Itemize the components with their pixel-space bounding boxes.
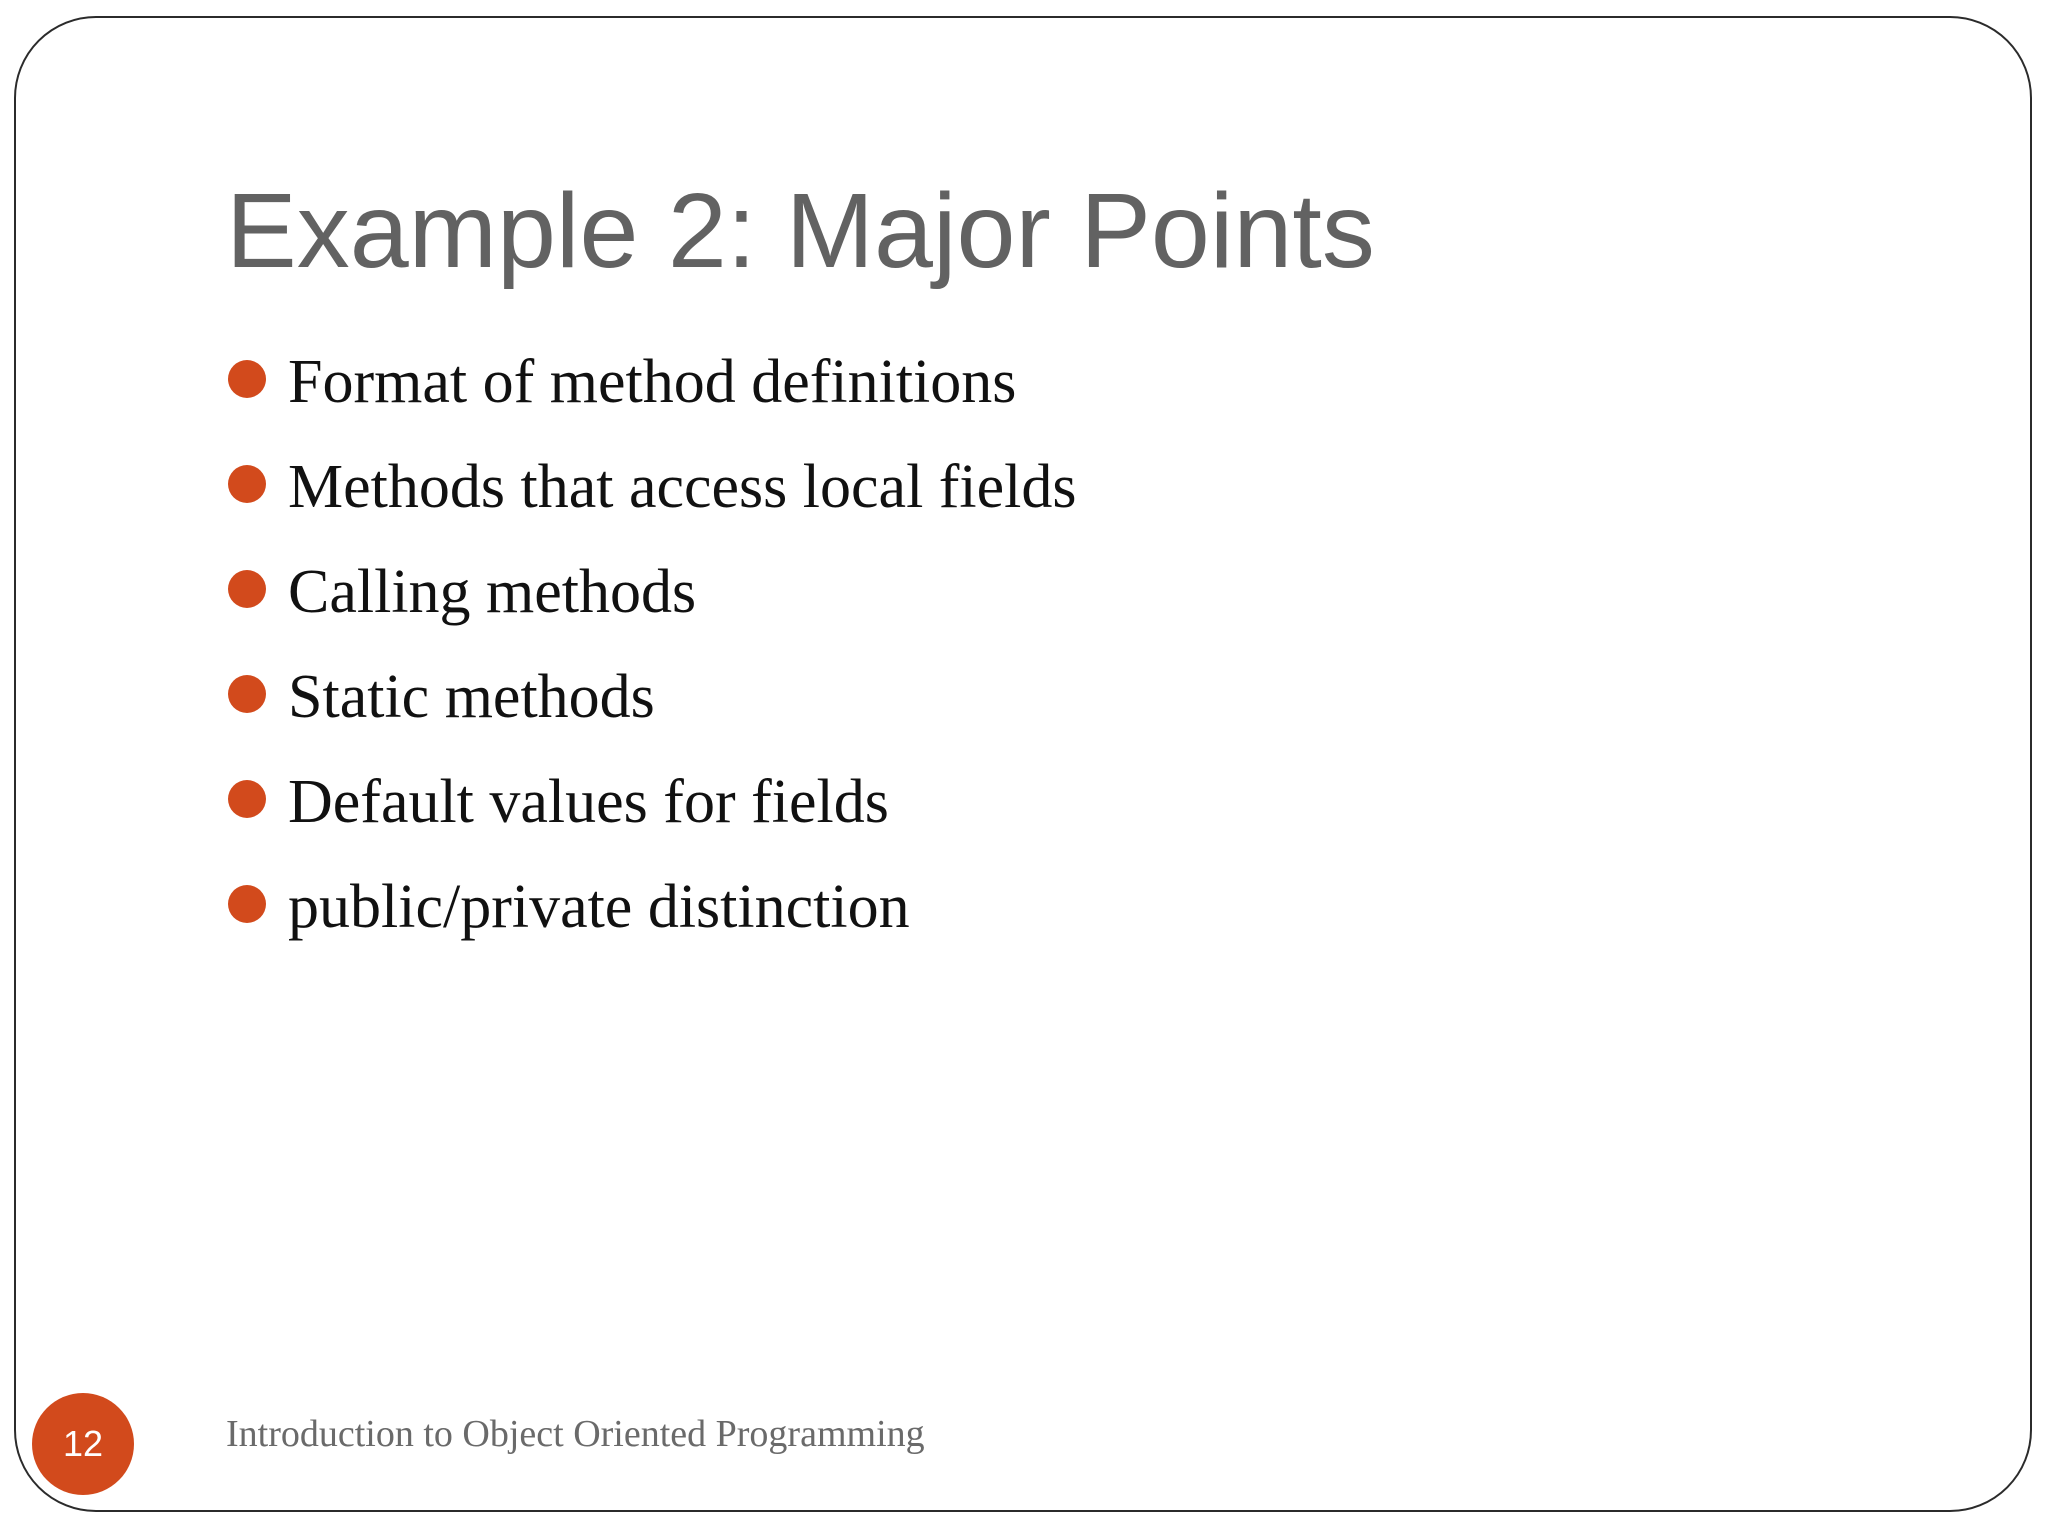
bullet-list <box>228 348 1077 978</box>
bullet-item <box>228 663 1077 768</box>
bullet-item <box>228 348 1077 453</box>
bullet-text: Default values for fields <box>288 768 889 836</box>
bullet-dot-icon <box>228 360 266 398</box>
bullet-dot-icon <box>228 465 266 503</box>
bullet-text: Methods that access local fields <box>288 453 1077 521</box>
bullet-dot-icon <box>228 675 266 713</box>
bullet-dot-icon <box>228 885 266 923</box>
page-number-badge <box>32 1393 134 1495</box>
bullet-text: Static methods <box>288 663 655 731</box>
bullet-dot-icon <box>228 780 266 818</box>
slide-footer: Introduction to Object Oriented Programming <box>226 1413 925 1455</box>
bullet-item <box>228 873 1077 978</box>
bullet-item <box>228 558 1077 663</box>
bullet-item <box>228 453 1077 558</box>
bullet-item <box>228 768 1077 873</box>
bullet-text: public/private distinction <box>288 873 910 941</box>
bullet-text: Format of method definitions <box>288 348 1017 416</box>
slide-title: Example 2: Major Points <box>226 172 1375 290</box>
page-number: 12 <box>62 1423 104 1464</box>
bullet-text: Calling methods <box>288 558 697 626</box>
bullet-dot-icon <box>228 570 266 608</box>
